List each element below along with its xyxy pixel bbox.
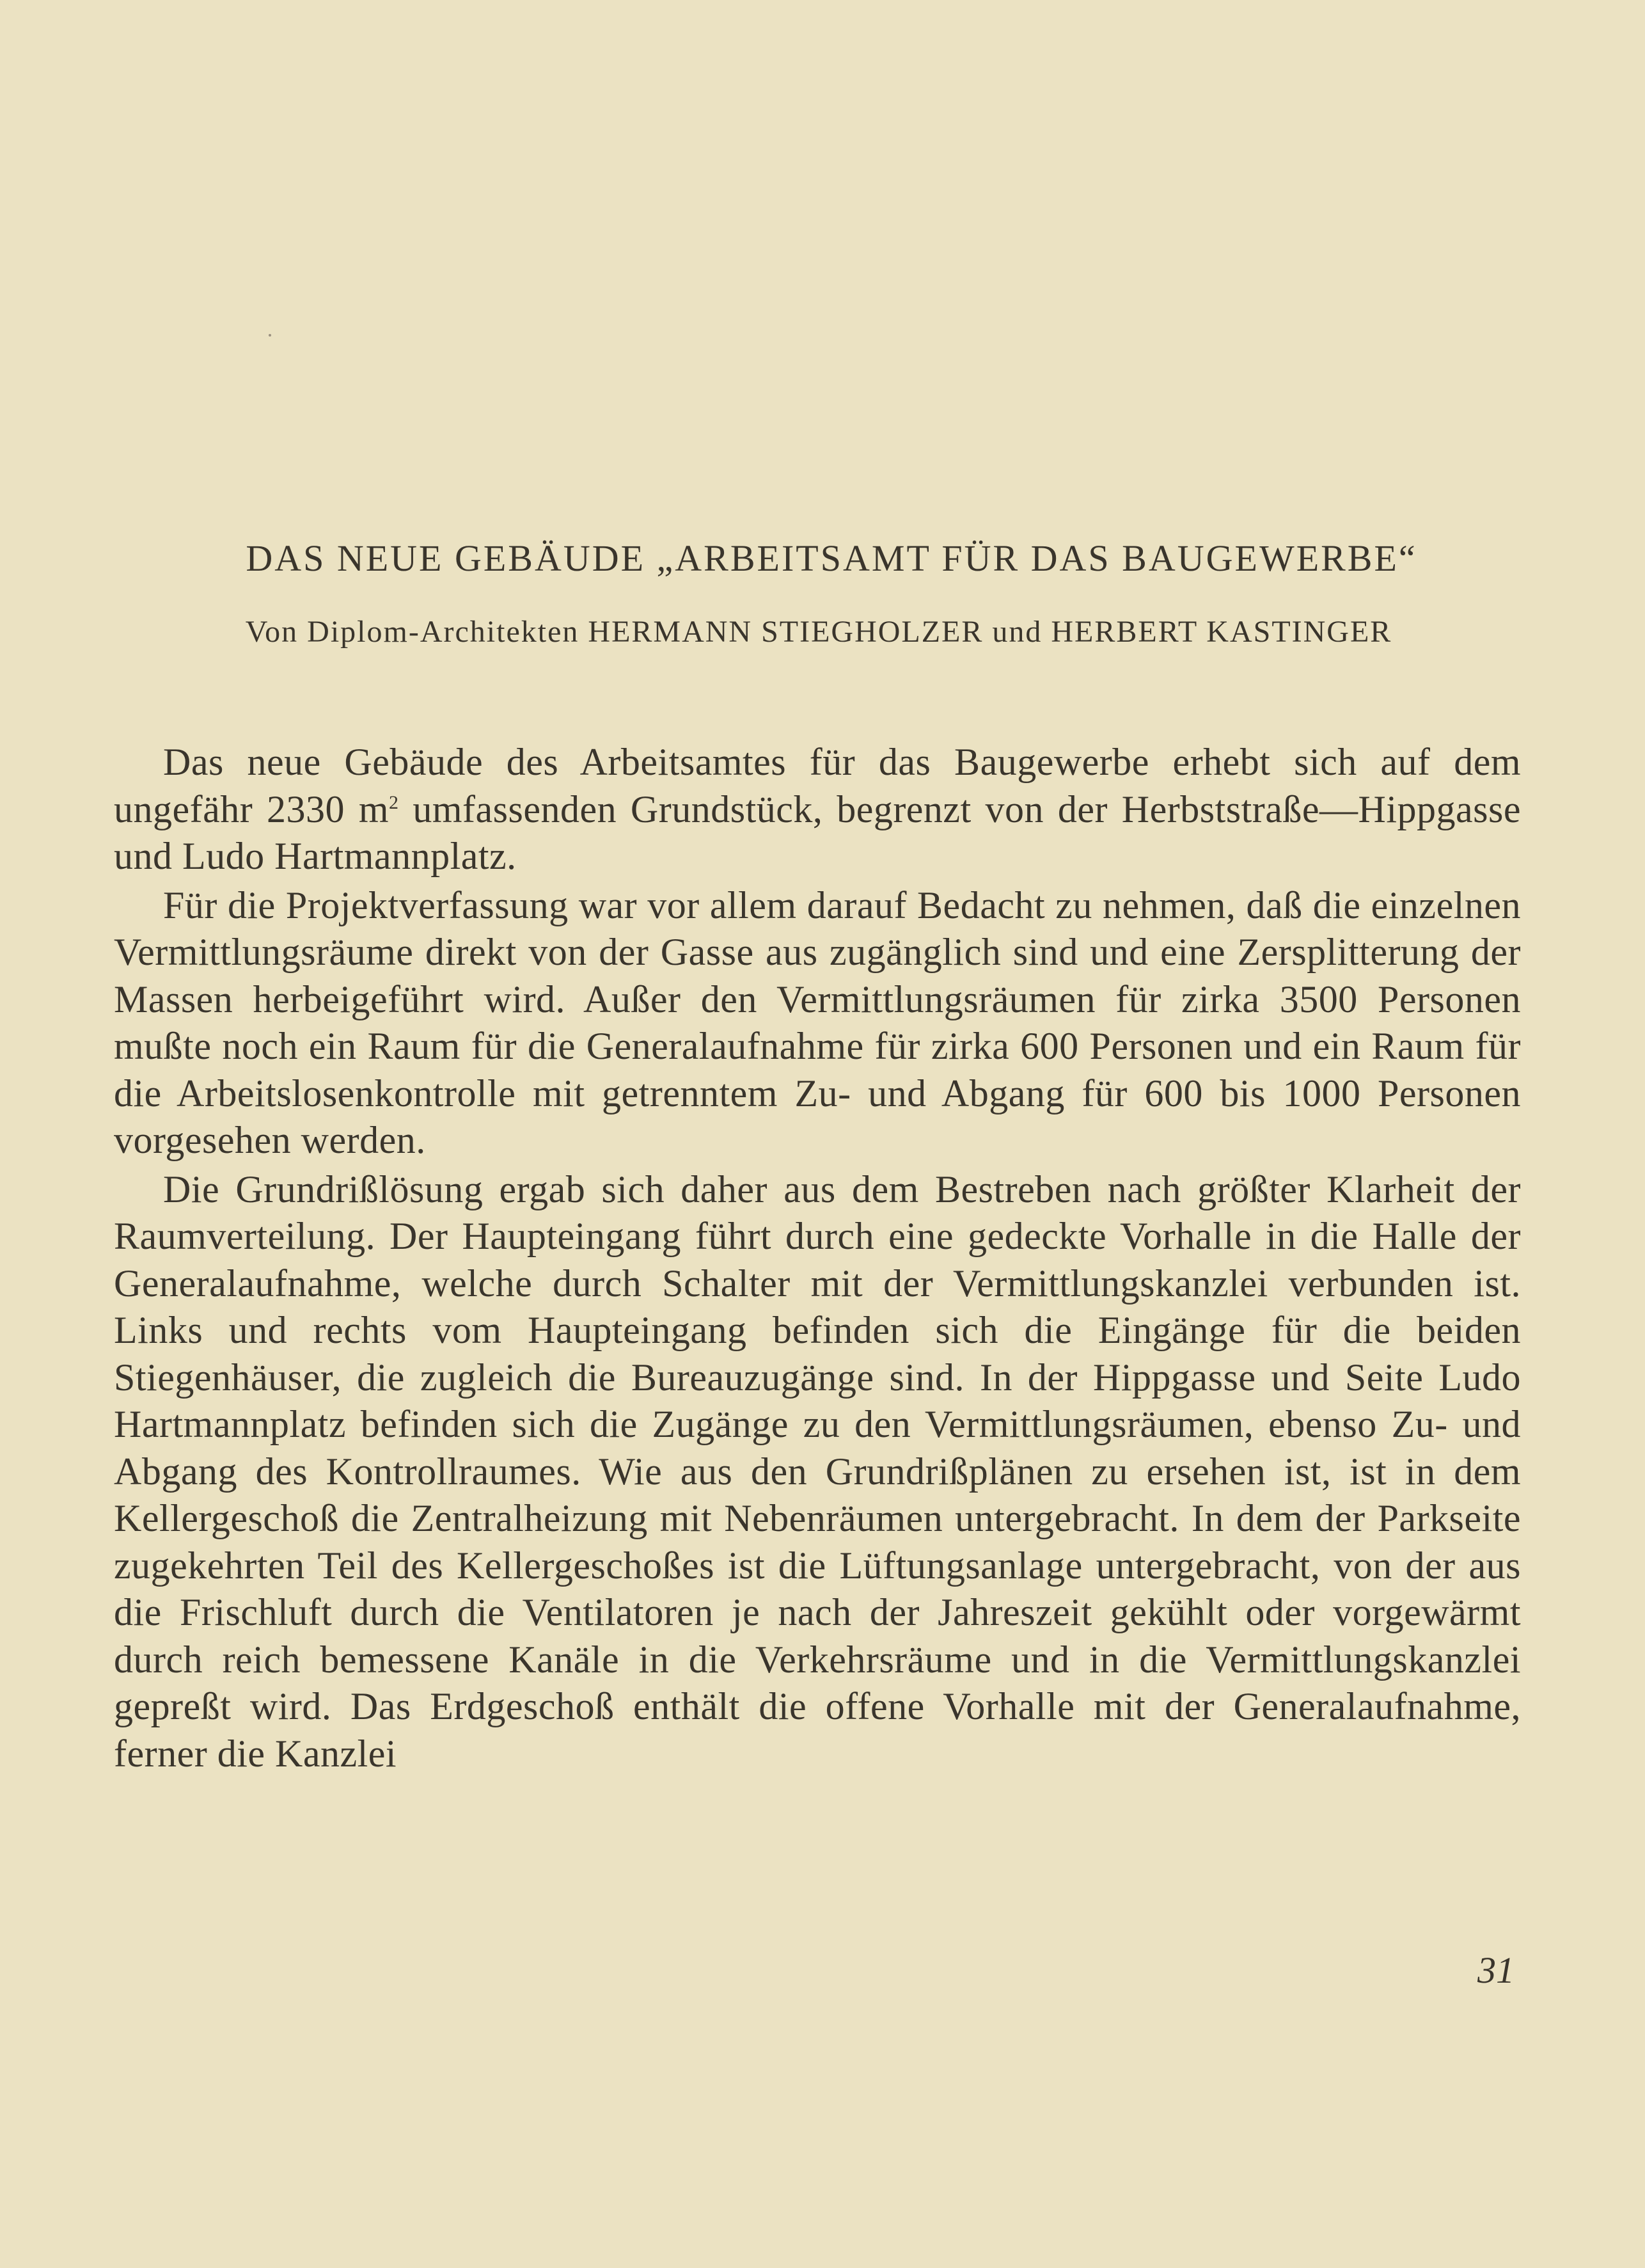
article-title: DAS NEUE GEBÄUDE „ARBEITSAMT FÜR DAS BAUGEWERBE“ — [246, 537, 1417, 579]
paragraph-1 — [114, 739, 1521, 880]
paragraph-3: Die Grundrißlösung ergab sich daher aus dem Bestreben nach größter Klarheit der Raumverteilung. Der Haupteingang führt durch eine gedeckte Vorhalle in die Halle der Generalaufnahme, welche durch Schalter mit der Vermittlungskanzlei verbunden ist. Links und rechts vom Haupteingang befinden sich die Eingänge für die beiden Stiegenhäuser, die zugleich die Bureauzugänge sind. In der Hippgasse und Seite Ludo Hartmannplatz befinden sich die Zugänge zu den Vermittlungsräumen, ebenso Zu- und Abgang des Kontrollraumes. Wie aus den Grundrißplänen zu ersehen ist, ist in dem Kellergeschoß die Zentralheizung mit Nebenräumen untergebracht. In dem der Parkseite zugekehrten Teil des Kellergeschoßes ist die Lüftungsanlage untergebracht, von der aus die Frischluft durch die Ventilatoren je nach der Jahreszeit gekühlt oder vorgewärmt durch reich bemessene Kanäle in die Verkehrsräume und in die Vermittlungskanzlei gepreßt wird. Das Erdgeschoß enthält die offene Vorhalle mit der Generalaufnahme, ferner die Kanzlei — [114, 1168, 1521, 1775]
superscript-squared: 2 — [389, 791, 399, 813]
article-body — [114, 739, 1521, 1779]
paragraph-2: Für die Projektverfassung war vor allem darauf Bedacht zu nehmen, daß die einzelnen Vermittlungsräume direkt von der Gasse aus zugänglich sind und eine Zersplitterung der Massen herbeigeführt wird. Außer den Vermittlungsräumen für zirka 3500 Personen mußte noch ein Raum für die Generalaufnahme für zirka 600 Personen und ein Raum für die Arbeitslosenkontrolle mit getrenntem Zu- und Abgang für 600 bis 1000 Personen vorgesehen werden. — [114, 884, 1521, 1161]
byline-authors: HERMANN STIEGHOLZER und HERBERT KASTINGER — [588, 615, 1392, 649]
page-number: 31 — [1477, 1949, 1515, 1991]
paper-speck — [269, 334, 271, 337]
paragraph-1-text-end: umfassenden Grundstück, begrenzt von der Herbststraße—Hippgasse und Ludo Hartmannplatz. — [114, 788, 1521, 877]
byline-prefix: Von Diplom-Architekten — [245, 615, 579, 649]
paragraph-1-text-start: Das neue Gebäude des Arbeitsamtes für das Baugewerbe erhebt sich auf dem ungefähr 2330 m — [114, 741, 1521, 830]
article-byline — [115, 613, 1522, 651]
